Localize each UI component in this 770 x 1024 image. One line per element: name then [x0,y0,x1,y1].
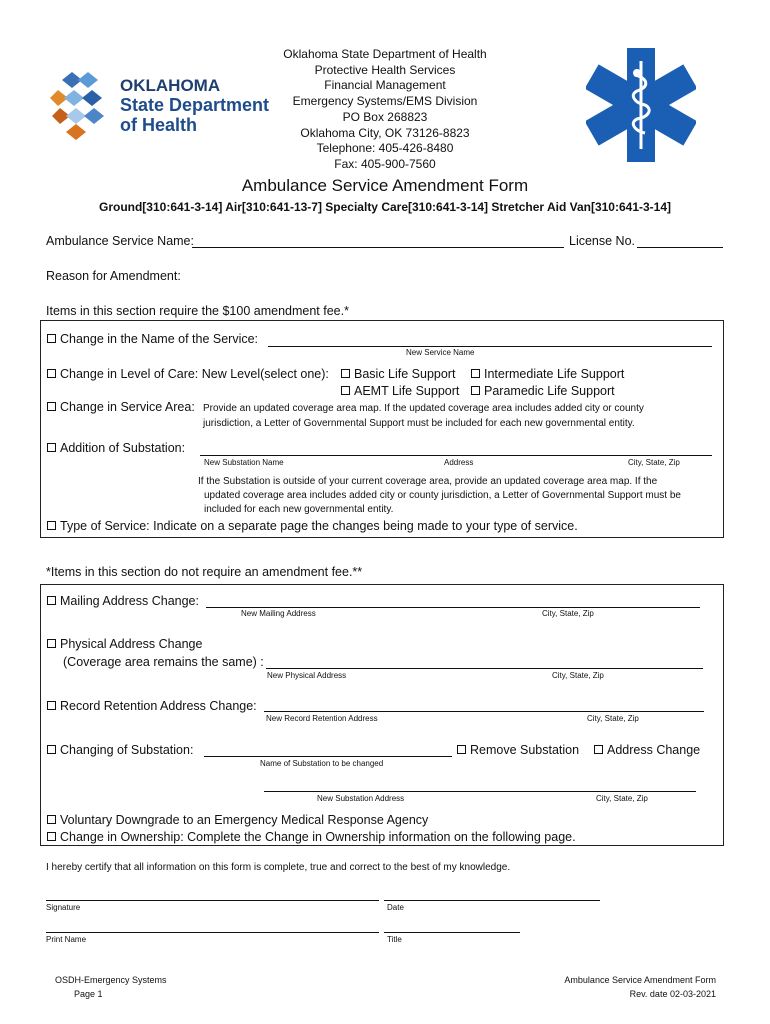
level-change-label: Change in Level of Care: New Level(select one): [60,367,329,381]
physical-field[interactable] [266,668,703,669]
signature-field[interactable] [46,900,379,901]
title-field[interactable] [384,932,520,933]
substation-note-1: If the Substation is outside of your current coverage area, provide an updated coverage area map. If the [198,476,658,487]
new-mailing-caption: New Mailing Address [241,609,316,618]
footer-rev-date: Rev. date 02-03-2021 [629,989,716,999]
agency-line: Protective Health Services [314,62,456,77]
certify-statement: I hereby certify that all information on this form is complete, true and correct to the best of my knowledge. [46,862,511,873]
city-state-zip-caption: City, State, Zip [628,458,680,467]
star-of-life-icon [586,46,696,164]
type-of-service-checkbox[interactable] [47,521,56,530]
agency-address-block [255,47,515,173]
agency-line: Fax: 405-900-7560 [334,156,436,171]
print-name-caption: Print Name [46,935,87,944]
aemt-life-support-option[interactable] [341,384,459,398]
basic-checkbox[interactable] [341,369,350,378]
new-record-caption: New Record Retention Address [266,714,378,723]
date-field[interactable] [384,900,600,901]
footer-left-line-1: OSDH-Emergency Systems [55,975,167,985]
mailing-change-item [47,594,199,608]
name-of-substation-caption: Name of Substation to be changed [260,759,384,768]
mailing-label: Mailing Address Change: [60,594,199,608]
agency-line: Telephone: 405-426-8480 [316,141,454,156]
ownership-checkbox[interactable] [47,832,56,841]
downgrade-checkbox[interactable] [47,815,56,824]
title-caption: Title [387,935,402,944]
address-caption: Address [444,458,474,467]
service-name-field[interactable] [192,247,564,248]
new-substation-address-field[interactable] [264,791,696,792]
mailing-checkbox[interactable] [47,596,56,605]
substation-note-2: updated coverage area includes added city or county jurisdiction, a Letter of Governmental Support must be [204,490,681,501]
name-change-item [47,332,258,346]
license-field[interactable] [637,247,723,248]
physical-label-2: (Coverage area remains the same) : [63,655,264,669]
osdh-logo [50,70,280,140]
mailing-city-state-zip-caption: City, State, Zip [542,609,594,618]
agency-line: PO Box 268823 [342,109,428,124]
record-label: Record Retention Address Change: [60,699,257,713]
agency-line: Emergency Systems/EMS Division [292,94,478,109]
sub-city-state-zip-caption: City, State, Zip [596,794,648,803]
date-caption: Date [387,903,404,912]
agency-line: Financial Management [324,78,446,93]
physical-city-state-zip-caption: City, State, Zip [552,671,604,680]
type-of-service-item [47,519,578,533]
reason-label: Reason for Amendment: [46,269,181,283]
level-change-checkbox[interactable] [47,369,56,378]
address-change-label: Address Change [607,743,701,757]
substation-add-item [47,441,185,455]
substation-add-checkbox[interactable] [47,443,56,452]
new-service-name-caption: New Service Name [406,348,475,357]
intermediate-checkbox[interactable] [471,369,480,378]
remove-substation-checkbox[interactable] [457,745,466,754]
record-field[interactable] [264,711,704,712]
name-change-label: Change in the Name of the Service: [60,332,259,346]
paramedic-life-support-option[interactable] [471,384,615,398]
record-city-state-zip-caption: City, State, Zip [587,714,639,723]
substation-note-3: included for each new governmental entity. [204,504,394,515]
record-change-item [47,699,257,713]
logo-text-oklahoma: OKLAHOMA [120,76,221,95]
service-name-label: Ambulance Service Name: [46,234,194,248]
remove-substation-option[interactable] [457,743,579,757]
form-title: Ambulance Service Amendment Form [241,176,529,195]
area-note-1: Provide an updated coverage area map. If the updated coverage area includes added city or county [203,403,644,414]
aemt-checkbox[interactable] [341,386,350,395]
intermediate-label: Intermediate Life Support [484,367,625,381]
fee-section-label: Items in this section require the $100 amendment fee.* [46,304,349,318]
mailing-field[interactable] [206,607,700,608]
signature-caption: Signature [46,903,81,912]
license-label: License No. [569,234,636,248]
basic-life-support-option[interactable] [341,367,455,381]
new-service-name-field[interactable] [268,346,712,347]
basic-label: Basic Life Support [354,367,456,381]
changing-substation-checkbox[interactable] [47,745,56,754]
address-change-option[interactable] [594,743,700,757]
print-name-field[interactable] [46,932,379,933]
new-substation-name-caption: New Substation Name [204,458,284,467]
substation-add-field[interactable] [200,455,712,456]
changing-substation-field[interactable] [204,756,452,757]
logo-text-of-health: of Health [120,115,198,135]
changing-substation-item [47,743,193,757]
name-change-checkbox[interactable] [47,334,56,343]
type-of-service-label: Type of Service: Indicate on a separate page the changes being made to your type of service. [60,519,578,533]
new-physical-caption: New Physical Address [267,671,347,680]
footer-form-name: Ambulance Service Amendment Form [564,975,716,985]
remove-substation-label: Remove Substation [470,743,580,757]
substation-add-label: Addition of Substation: [60,441,186,455]
downgrade-label: Voluntary Downgrade to an Emergency Medical Response Agency [60,813,429,827]
ownership-label: Change in Ownership: Complete the Change in Ownership information on the following page. [60,830,576,844]
area-note-2: jurisdiction, a Letter of Governmental Support must be included for each new governmental entity. [203,418,635,429]
agency-line: Oklahoma City, OK 73126-8823 [300,125,470,140]
new-sub-address-caption: New Substation Address [317,794,405,803]
physical-change-item [47,637,202,651]
form-subtitle: Ground[310:641-3-14] Air[310:641-13-7] Specialty Care[310:641-3-14] Stretcher Aid Van[310:641-3-14] [98,200,672,214]
downgrade-item [47,813,428,827]
ownership-item [47,830,576,844]
area-change-label: Change in Service Area: [60,400,195,414]
area-change-item [47,400,195,414]
physical-checkbox[interactable] [47,639,56,648]
level-change-item [47,367,329,381]
changing-substation-label: Changing of Substation: [60,743,194,757]
address-change-checkbox[interactable] [594,745,603,754]
intermediate-life-support-option[interactable] [471,367,624,381]
area-change-checkbox[interactable] [47,402,56,411]
aemt-label: AEMT Life Support [354,384,460,398]
paramedic-label: Paramedic Life Support [484,384,615,398]
nofee-section-label: *Items in this section do not require an amendment fee.** [46,565,363,579]
logo-text-state-department: State Department [120,95,270,115]
agency-line: Oklahoma State Department of Health [283,47,487,61]
footer-page-number: Page 1 [74,989,103,999]
paramedic-checkbox[interactable] [471,386,480,395]
physical-label: Physical Address Change [60,637,203,651]
osdh-logo-mark-icon [50,70,120,140]
record-checkbox[interactable] [47,701,56,710]
